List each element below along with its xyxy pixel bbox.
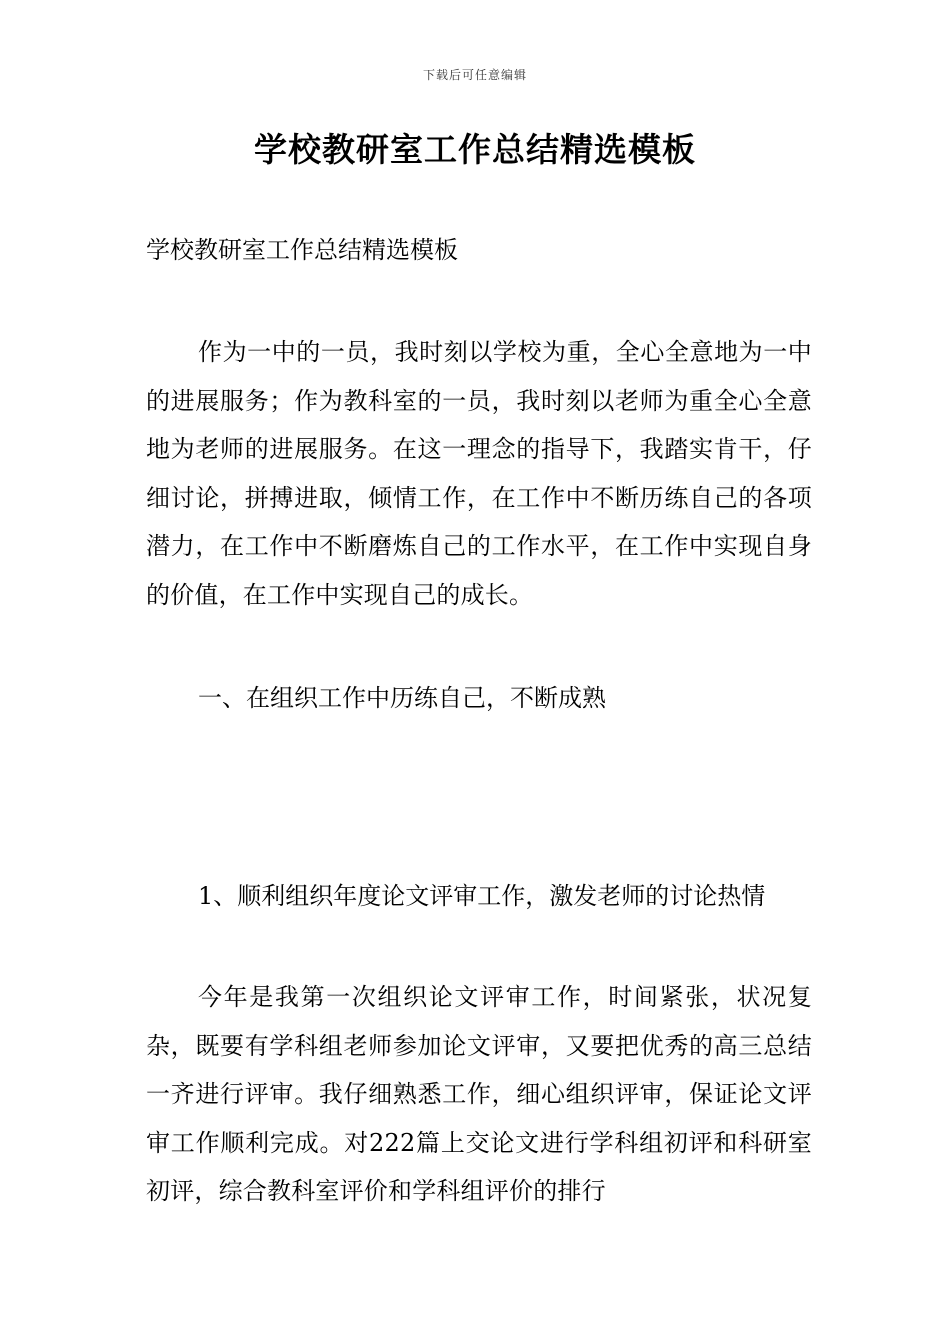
page-title: 学校教研室工作总结精选模板: [254, 130, 696, 169]
subtitle: 学校教研室工作总结精选模板: [146, 236, 458, 264]
header-note: 下载后可任意编辑: [422, 68, 527, 82]
body-paragraph: 今年是我第一次组织论文评审工作，时间紧张，状况复杂，既要有学科组老师参加论文评审，又要把优秀的高三总结一齐进行评审。我仔细熟悉工作，细心组织评审，保证论文评审工作顺利完成。对222篇上交论文进行学科组初评和科研室初评，综合教科室评价和学科组评价的排行: [146, 983, 812, 1206]
section-heading: 一、在组织工作中历练自己，不断成熟: [198, 684, 606, 712]
intro-paragraph: 作为一中的一员，我时刻以学校为重，全心全意地为一中的进展服务；作为教科室的一员，我时刻以老师为重全心全意地为老师的进展服务。在这一理念的指导下，我踏实肯干，仔细讨论，拼搏进取，倾情工作，在工作中不断历练自己的各项潜力，在工作中不断磨炼自己的工作水平，在工作中实现自身的价值，在工作中实现自己的成长。: [146, 338, 812, 609]
item-heading: 1、顺利组织年度论文评审工作，激发老师的讨论热情: [198, 882, 766, 910]
